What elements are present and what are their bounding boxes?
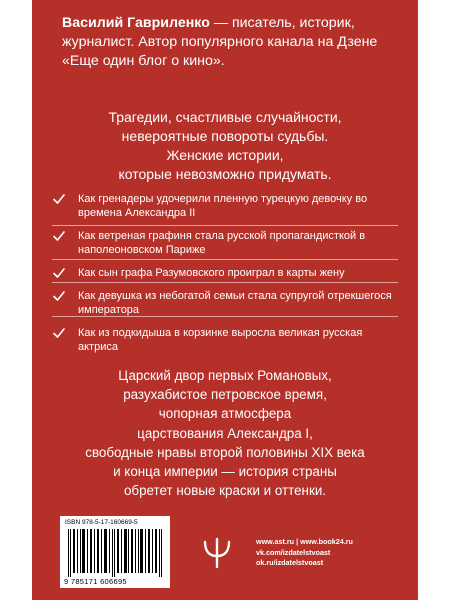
divider bbox=[52, 259, 398, 260]
publisher-links bbox=[256, 537, 353, 569]
isbn-label: ISBN 978-5-17-160669-5 bbox=[65, 519, 138, 526]
teaser-line: невероятные повороты судьбы. bbox=[121, 128, 329, 144]
checkmark-icon bbox=[52, 326, 66, 340]
divider bbox=[52, 282, 398, 283]
barcode-bars bbox=[66, 529, 164, 577]
history-paragraph bbox=[32, 366, 418, 500]
divider bbox=[52, 225, 398, 226]
history-line: свободные нравы второй половины XIX века bbox=[85, 444, 365, 460]
history-line: разухабистое петровское время, bbox=[123, 387, 327, 403]
history-line: и конца империи — история страны bbox=[113, 464, 337, 480]
psi-logo-icon bbox=[202, 536, 232, 570]
book-back-cover bbox=[32, 0, 418, 600]
history-line: чопорная атмосфера bbox=[158, 406, 292, 422]
story-item bbox=[52, 229, 402, 257]
author-bio bbox=[62, 14, 402, 71]
teaser-block bbox=[32, 108, 418, 184]
story-item bbox=[52, 266, 402, 280]
checkmark-icon bbox=[52, 289, 66, 303]
story-text: Как сын графа Разумовского проиграл в карты жену bbox=[78, 267, 345, 279]
story-item bbox=[52, 192, 402, 220]
history-line: обретет новые краски и оттенки. bbox=[123, 483, 327, 499]
barcode bbox=[60, 516, 170, 588]
author-description: — писатель, историк, журналист. Автор популярного канала на Дзене «Еще один блог о кино». bbox=[62, 15, 378, 69]
teaser-line: Трагедии, счастливые случайности, bbox=[108, 109, 342, 125]
website-link[interactable]: www.ast.ru | www.book24.ru bbox=[256, 537, 353, 546]
barcode-digits: 9 785171 606695 bbox=[64, 577, 127, 586]
author-name: Василий Гавриленко bbox=[62, 15, 210, 31]
story-list bbox=[52, 192, 402, 363]
teaser-line: Женские истории, bbox=[166, 147, 284, 163]
story-text: Как гренадеры удочерили пленную турецкую девочку во времена Александра II bbox=[78, 193, 368, 219]
story-item bbox=[52, 326, 402, 354]
vk-link[interactable]: vk.com/izdatelstvoast bbox=[256, 547, 331, 557]
ok-link[interactable]: ok.ru/izdatelstvoast bbox=[256, 558, 324, 567]
story-text: Как ветреная графиня стала русской пропагандисткой в наполеоновском Париже bbox=[78, 230, 366, 256]
checkmark-icon bbox=[52, 192, 66, 206]
teaser-line: которые невозможно придумать. bbox=[118, 166, 332, 182]
history-line: Царский двор первых Романовых, bbox=[118, 368, 332, 383]
story-text: Как девушка из небогатой семьи стала супругой отрекшегося императора bbox=[78, 290, 392, 316]
checkmark-icon bbox=[52, 229, 66, 243]
checkmark-icon bbox=[52, 266, 66, 280]
story-text: Как из подкидыша в корзинке выросла великая русская актриса bbox=[78, 327, 363, 353]
history-line: царствования Александра I, bbox=[137, 425, 313, 441]
divider bbox=[52, 316, 398, 317]
story-item bbox=[52, 289, 402, 317]
